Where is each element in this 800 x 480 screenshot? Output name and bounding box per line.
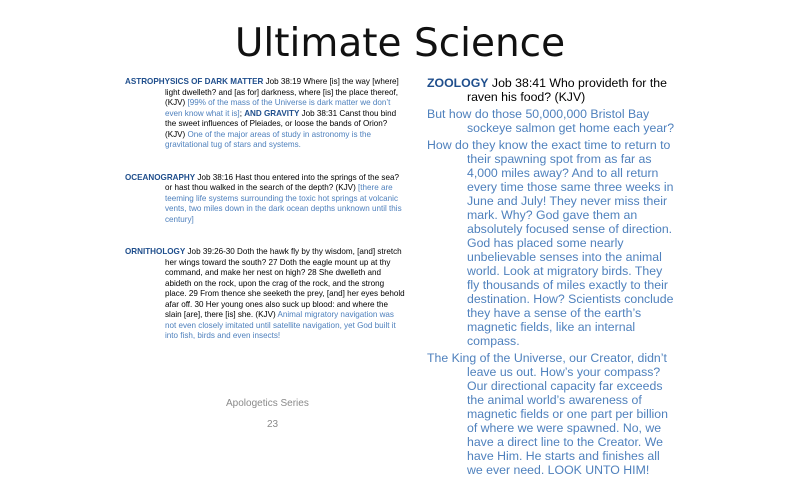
oceanography-block — [125, 173, 405, 226]
astrophysics-heading: ASTROPHYSICS OF DARK MATTER — [125, 77, 264, 86]
astrophysics-block — [125, 77, 405, 151]
left-column — [125, 77, 405, 364]
creator-paragraph: The King of the Universe, our Creator, didn’t leave us out. How’s your compass? Our directional capacity far exceeds the animal world’s awareness of magnetic fields or one part per billion of where we were spawned. No, we have a direct line to the Creator. We have Him. He starts and finishes all we ever need. LOOK UNTO HIM! — [427, 351, 668, 477]
gravity-heading: AND GRAVITY — [244, 108, 300, 118]
ornithology-verse: Job 39:26-30 Doth the hawk fly by thy wisdom, [and] stretch her wings toward the south? 27 Doth the eagle mount up at thy command, and make her nest on high? 28 She dwelleth and abideth on the rock, upon the crag of the rock, and the strong place. 29 From thence she seeketh the prey, [and] her eyes behold afar off. 30 Her young ones also suck up blood: and where the slain [are], there [is] she. (KJV) — [165, 247, 405, 319]
astrophysics-verse-1: Job 38:19 Where [is] the way [where] light dwelleth? and [as for] darkness, where [is] the place thereof, (KJV) — [165, 77, 399, 107]
astrophysics-verse-2: Job 38:31 Canst thou bind the sweet influences of Pleiades, or loose the bands of Orion? (KJV) — [165, 108, 397, 139]
footer-series: Apologetics Series — [226, 398, 309, 409]
astrophysics-note-2: One of the major areas of study in astronomy is the gravitational tug of stars and systems. — [165, 129, 372, 149]
ornithology-block — [125, 247, 405, 342]
zoology-paragraph — [427, 76, 677, 104]
page-number: 23 — [267, 419, 279, 430]
salmon-question: But how do those 50,000,000 Bristol Bay sockeye salmon get home each year? — [427, 107, 675, 135]
astrophysics-note-1: [99% of the mass of the Universe is dark matter we don’t even know what it is] — [165, 98, 391, 118]
ornithology-heading: ORNITHOLOGY — [125, 247, 186, 256]
oceanography-verse: Job 38:16 Hast thou entered into the springs of the sea? or hast thou walked in the search of the depth? (KJV) — [165, 172, 399, 192]
salmon-paragraph: How do they know the exact time to return to their spawning spot from as far as 4,000 miles away? And to all return every time those same three weeks in June and July! They never miss their mark. Why? God gave them an absolutely focused sense of direction. God has placed some nearly unbelievable senses into the animal world. Look at migratory birds. They fly thousands of miles exactly to their destination. How? Scientists conclude they have a sense of the earth’s magnetic fields, like an internal compass. — [427, 138, 674, 348]
right-column — [427, 76, 677, 480]
astrophysics-sep: ; — [239, 108, 245, 118]
zoology-heading: ZOOLOGY — [427, 76, 489, 90]
oceanography-note: [there are teeming life systems surrounding the toxic hot springs at volcanic vents, two miles down in the dark ocean depths unknown until this century] — [165, 183, 402, 224]
ornithology-note: Animal migratory navigation was not even closely imitated until satellite navigation, yet God built it into fish, birds and even insects! — [165, 310, 396, 340]
oceanography-heading: OCEANOGRAPHY — [125, 172, 196, 182]
zoology-verse: Job 38:41 Who provideth for the raven his food? (KJV) — [467, 76, 667, 104]
slide-title: Ultimate Science — [234, 21, 566, 66]
